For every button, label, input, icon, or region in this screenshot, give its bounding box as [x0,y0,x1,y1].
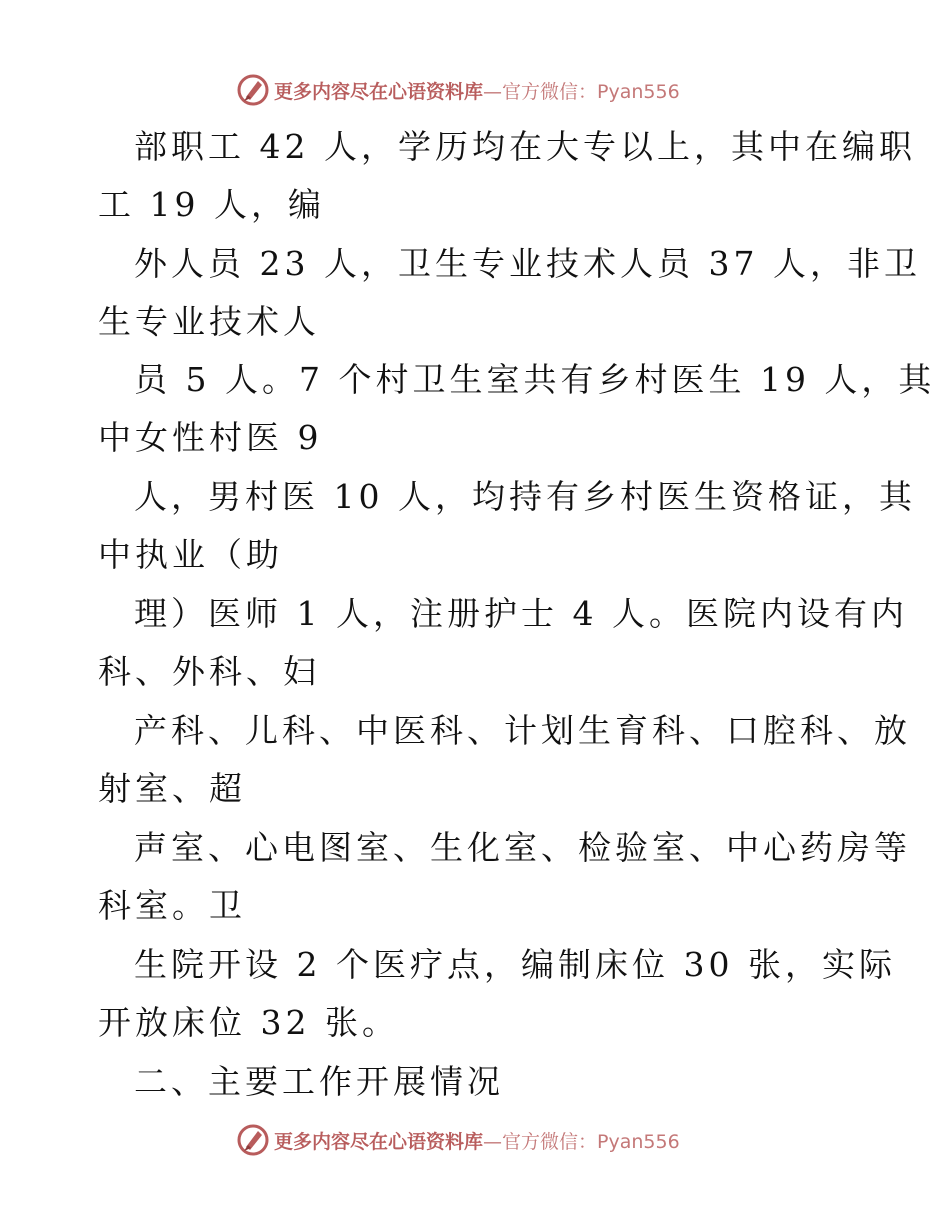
pen-nib-icon [236,1123,270,1157]
banner-main-text: 更多内容尽在心语资料库 [274,1130,484,1153]
header-banner [236,70,716,110]
text-line: 工 19 人，编 [98,185,325,224]
banner-wechat-text: —官方微信：Pyan556 [483,1130,680,1153]
section-heading: 二、主要工作开展情况 [134,1062,504,1101]
banner-wechat-text: —官方微信：Pyan556 [483,80,680,103]
text-line: 部职工 42 人，学历均在大专以上，其中在编职 [134,127,916,166]
text-line: 产科、儿科、中医科、计划生育科、口腔科、放 [134,711,911,750]
text-line: 科室。卫 [98,886,246,925]
banner-main-text: 更多内容尽在心语资料库 [274,80,484,103]
text-line: 科、外科、妇 [98,652,320,691]
text-line: 员 5 人。7 个村卫生室共有乡村医生 19 人，其 [134,360,936,399]
text-line: 声室、心电图室、生化室、检验室、中心药房等 [134,828,911,867]
footer-banner [236,1120,716,1160]
text-line: 开放床位 32 张。 [98,1003,399,1042]
text-line: 人，男村医 10 人，均持有乡村医生资格证，其 [134,477,916,516]
text-line: 生院开设 2 个医疗点，编制床位 30 张，实际 [134,945,896,984]
text-line: 中女性村医 9 [98,418,323,457]
pen-nib-icon [236,73,270,107]
text-line: 理）医师 1 人，注册护士 4 人。医院内设有内 [134,594,908,633]
text-line: 外人员 23 人，卫生专业技术人员 37 人，非卫 [134,244,921,283]
text-line: 中执业（助 [98,535,283,574]
text-line: 生专业技术人 [98,302,320,341]
text-line: 射室、超 [98,769,246,808]
